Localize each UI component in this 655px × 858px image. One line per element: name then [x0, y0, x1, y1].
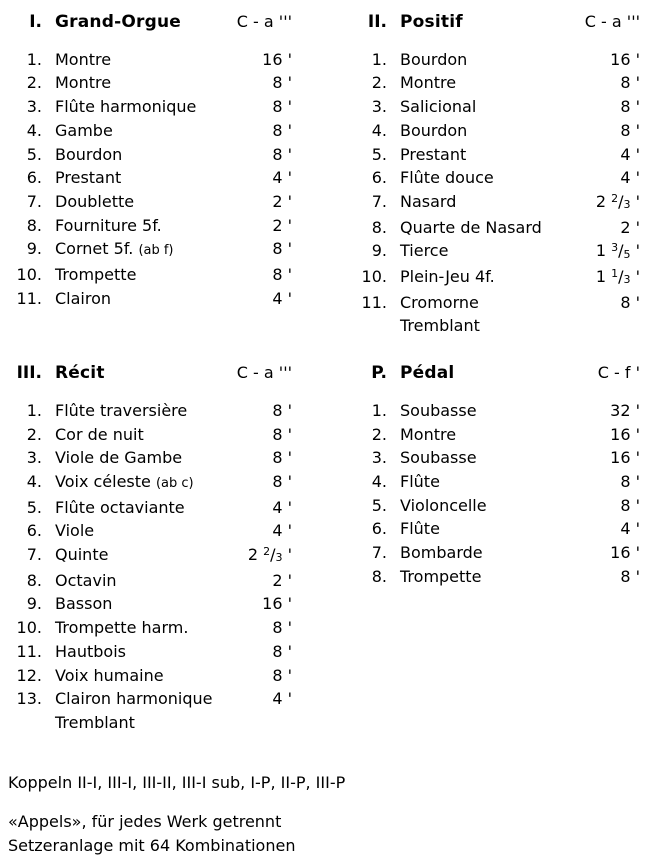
division-header	[8, 10, 292, 35]
division-numeral: III.	[16, 363, 42, 384]
stop-pitch: 2 '	[272, 570, 292, 590]
stop-row	[8, 687, 292, 711]
stop-pitch: 16 '	[610, 448, 640, 468]
stop-pitch: 32 '	[610, 400, 640, 420]
stop-name: Trompette	[55, 265, 137, 285]
stop-number: 6.	[26, 521, 42, 541]
divisions-grid	[8, 10, 655, 735]
stop-row	[353, 399, 640, 423]
stop-name: Nasard	[400, 191, 457, 211]
stop-row	[353, 470, 640, 494]
stop-name: Octavin	[55, 570, 117, 590]
division-compass: C - a '''	[236, 363, 292, 383]
stop-pitch: 8 '	[620, 97, 640, 117]
stop-number: 13.	[16, 689, 42, 709]
stop-name: Tremblant	[55, 712, 135, 732]
stop-number: 10.	[16, 618, 42, 638]
stop-row	[353, 314, 640, 338]
stop-name: Cornet 5f. (ab f)	[55, 239, 174, 259]
stop-number: 1.	[26, 49, 42, 69]
stop-number: 7.	[371, 543, 387, 563]
stop-list	[8, 399, 292, 735]
stop-name: Flûte traversière	[55, 400, 188, 420]
stop-name: Flûte douce	[400, 168, 494, 188]
stop-row	[8, 640, 292, 664]
stop-pitch: 1 $^1/_3$ '	[595, 267, 640, 287]
stop-number: 3.	[26, 448, 42, 468]
stop-name: Viole	[55, 521, 95, 541]
stop-name: Basson	[55, 594, 113, 614]
stop-range-note: (ab c)	[155, 475, 194, 491]
stop-pitch: 8 '	[272, 641, 292, 661]
stop-name: Fourniture 5f.	[55, 215, 162, 235]
stop-number: 4.	[26, 471, 42, 491]
division-header	[353, 10, 640, 35]
stop-name: Montre	[400, 424, 457, 444]
stop-number: 11.	[16, 641, 42, 661]
stop-pitch: 16 '	[610, 543, 640, 563]
stop-number: 8.	[26, 215, 42, 235]
stop-number: 6.	[26, 168, 42, 188]
stop-pitch: 2 $^2/_3$ '	[595, 191, 640, 212]
stop-name: Violoncelle	[400, 495, 487, 515]
stop-name: Prestant	[400, 144, 467, 164]
stop-row	[353, 143, 640, 167]
stop-row	[8, 95, 292, 119]
stop-name: Voix humaine	[55, 665, 164, 685]
stop-pitch: 8 '	[620, 495, 640, 515]
stop-pitch: 8 '	[620, 120, 640, 140]
stop-number: 9.	[371, 241, 387, 261]
stop-number: 3.	[371, 97, 387, 117]
stop-name: Soubasse	[400, 400, 477, 420]
stop-name: Soubasse	[400, 448, 477, 468]
stop-row	[353, 48, 640, 72]
stop-number: 4.	[26, 120, 42, 140]
stop-number: 3.	[371, 448, 387, 468]
stop-pitch: 2 '	[272, 191, 292, 211]
stop-pitch: 8 '	[272, 120, 292, 140]
stop-pitch: 8 '	[620, 73, 640, 93]
stop-list	[353, 399, 640, 589]
couplers-line: Koppeln II-I, III-I, III-II, III-I sub, I-P, II-P, III-P	[8, 772, 346, 792]
stop-name: Clairon	[55, 288, 112, 308]
stop-name: Flûte harmonique	[55, 97, 197, 117]
division-numeral: II.	[367, 12, 387, 32]
stop-number: 1.	[371, 400, 387, 420]
stop-name: Salicional	[400, 97, 477, 117]
stop-number: 1.	[26, 400, 42, 420]
division-header	[8, 361, 292, 386]
stop-row	[8, 143, 292, 167]
stop-row	[8, 592, 292, 616]
stop-number: 2.	[26, 73, 42, 93]
stop-row	[353, 446, 640, 470]
stop-number: 8.	[371, 217, 387, 237]
stop-name: Bourdon	[55, 144, 123, 164]
division-recit	[8, 361, 292, 735]
stop-pitch: 4 '	[620, 144, 640, 164]
stop-number: 8.	[26, 570, 42, 590]
stop-pitch: 4 '	[620, 519, 640, 539]
stop-pitch: 4 '	[620, 168, 640, 188]
division-numeral: I.	[29, 12, 42, 32]
stop-name: Quarte de Nasard	[400, 217, 542, 237]
stop-name: Clairon harmonique	[55, 689, 213, 709]
stop-number: 5.	[26, 144, 42, 164]
stop-row	[353, 119, 640, 143]
stop-number: 3.	[26, 97, 42, 117]
stop-row	[353, 541, 640, 565]
division-name: Grand-Orgue	[55, 12, 181, 32]
stop-name: Cor de nuit	[55, 424, 144, 444]
stop-row	[353, 166, 640, 190]
stop-pitch: 8 '	[272, 448, 292, 468]
stop-row	[8, 237, 292, 263]
stop-row	[353, 494, 640, 518]
stop-number: 5.	[371, 144, 387, 164]
stop-row	[353, 565, 640, 589]
stop-row	[8, 569, 292, 593]
stop-row	[8, 214, 292, 238]
division-positif	[353, 10, 640, 338]
stop-row	[353, 216, 640, 240]
stop-pitch: 8 '	[272, 239, 292, 259]
stop-pitch: 8 '	[272, 265, 292, 285]
stop-pitch: 8 '	[272, 618, 292, 638]
stop-number: 9.	[26, 594, 42, 614]
stop-row	[8, 616, 292, 640]
stop-list	[353, 48, 640, 338]
stop-name: Flûte	[400, 519, 440, 539]
stop-name: Gambe	[55, 120, 113, 140]
stop-row	[8, 190, 292, 214]
stop-name: Quinte	[55, 545, 109, 565]
stop-name: Montre	[55, 73, 112, 93]
stop-name: Trompette	[400, 566, 482, 586]
stop-pitch: 4 '	[272, 168, 292, 188]
stop-pitch: 8 '	[272, 665, 292, 685]
division-name: Récit	[55, 363, 105, 384]
stop-pitch: 8 '	[272, 73, 292, 93]
stop-row	[8, 496, 292, 520]
stop-name: Viole de Gambe	[55, 448, 183, 468]
stop-row	[8, 664, 292, 688]
stop-pitch: 2 $^2/_3$ '	[247, 545, 292, 565]
stop-pitch: 8 '	[272, 471, 292, 491]
stop-name: Plein-Jeu 4f.	[400, 267, 495, 287]
division-compass: C - a '''	[584, 12, 640, 31]
stop-number: 10.	[16, 265, 42, 285]
stop-number: 11.	[16, 288, 42, 308]
stop-number: 5.	[26, 497, 42, 517]
stop-row	[8, 287, 292, 311]
stop-pitch: 8 '	[272, 144, 292, 164]
stop-pitch: 8 '	[272, 97, 292, 117]
division-compass: C - f '	[597, 363, 640, 383]
stop-pitch: 16 '	[610, 49, 640, 69]
stop-row	[8, 543, 292, 569]
stop-number: 7.	[371, 191, 387, 211]
stop-row	[8, 166, 292, 190]
stop-row	[8, 470, 292, 496]
stop-name: Bourdon	[400, 120, 468, 140]
stop-pitch: 16 '	[610, 424, 640, 444]
stop-row	[8, 263, 292, 287]
stop-pitch: 2 '	[620, 217, 640, 237]
stop-row	[8, 519, 292, 543]
stop-name: Montre	[400, 73, 457, 93]
stop-pitch: 1 $^3/_5$ '	[595, 241, 640, 261]
stop-name: Hautbois	[55, 641, 126, 661]
stop-row	[353, 423, 640, 447]
stop-number: 10.	[361, 267, 387, 287]
stop-pitch: 8 '	[272, 400, 292, 420]
setzer-line: Setzeranlage mit 64 Kombinationen	[8, 836, 296, 856]
stop-row	[8, 711, 292, 735]
stop-row	[8, 48, 292, 72]
stop-pitch: 4 '	[272, 521, 292, 541]
stop-pitch: 4 '	[272, 288, 292, 308]
stop-number: 7.	[26, 545, 42, 565]
stop-row	[353, 239, 640, 265]
division-name: Pédal	[400, 363, 455, 384]
stop-number: 6.	[371, 168, 387, 188]
stop-number: 1.	[371, 49, 387, 69]
stop-number: 6.	[371, 519, 387, 539]
stop-name: Montre	[55, 49, 112, 69]
stop-name: Cromorne	[400, 292, 479, 312]
stop-number: 4.	[371, 471, 387, 491]
stop-number	[8, 711, 42, 735]
stop-pitch: 4 '	[272, 497, 292, 517]
stop-row	[8, 446, 292, 470]
stop-row	[353, 291, 640, 315]
appels-line: «Appels», für jedes Werk getrennt	[8, 812, 282, 832]
stop-name: Voix céleste (ab c)	[55, 471, 194, 491]
stop-row	[353, 71, 640, 95]
stop-pitch: 8 '	[620, 292, 640, 312]
stop-number: 2.	[371, 73, 387, 93]
stop-number: 8.	[371, 566, 387, 586]
stop-number: 2.	[371, 424, 387, 444]
stop-name: Flûte	[400, 471, 440, 491]
division-numeral: P.	[371, 363, 387, 384]
stop-number: 2.	[26, 424, 42, 444]
division-name: Positif	[400, 12, 463, 32]
stop-name: Bourdon	[400, 49, 468, 69]
stop-pitch: 8 '	[620, 566, 640, 586]
stop-name: Tierce	[400, 241, 449, 261]
division-pedal	[353, 361, 640, 588]
stop-name: Prestant	[55, 168, 122, 188]
stop-row	[8, 399, 292, 423]
stop-pitch: 4 '	[272, 689, 292, 709]
stop-list	[8, 48, 292, 311]
stop-pitch: 8 '	[272, 424, 292, 444]
stop-number: 11.	[361, 292, 387, 312]
stop-range-note: (ab f)	[138, 243, 174, 259]
stop-row	[353, 190, 640, 216]
division-compass: C - a '''	[236, 12, 292, 31]
stop-pitch: 16 '	[262, 49, 292, 69]
stop-number: 9.	[26, 239, 42, 259]
stop-row	[8, 423, 292, 447]
stop-pitch: 2 '	[272, 215, 292, 235]
stop-name: Bombarde	[400, 543, 483, 563]
stop-name: Flûte octaviante	[55, 497, 185, 517]
stop-row	[353, 265, 640, 291]
stop-row	[8, 71, 292, 95]
stop-number	[353, 314, 387, 338]
stop-name: Tremblant	[400, 316, 480, 336]
stop-pitch: 16 '	[262, 594, 292, 614]
stop-row	[353, 95, 640, 119]
stop-number: 5.	[371, 495, 387, 515]
stop-number: 12.	[16, 665, 42, 685]
division-header	[353, 361, 640, 386]
stop-name: Doublette	[55, 191, 135, 211]
stop-pitch: 8 '	[620, 471, 640, 491]
stop-number: 7.	[26, 191, 42, 211]
stop-row	[353, 517, 640, 541]
division-grand-orgue	[8, 10, 292, 310]
stop-number: 4.	[371, 120, 387, 140]
stop-row	[8, 119, 292, 143]
stop-name: Trompette harm.	[55, 618, 189, 638]
